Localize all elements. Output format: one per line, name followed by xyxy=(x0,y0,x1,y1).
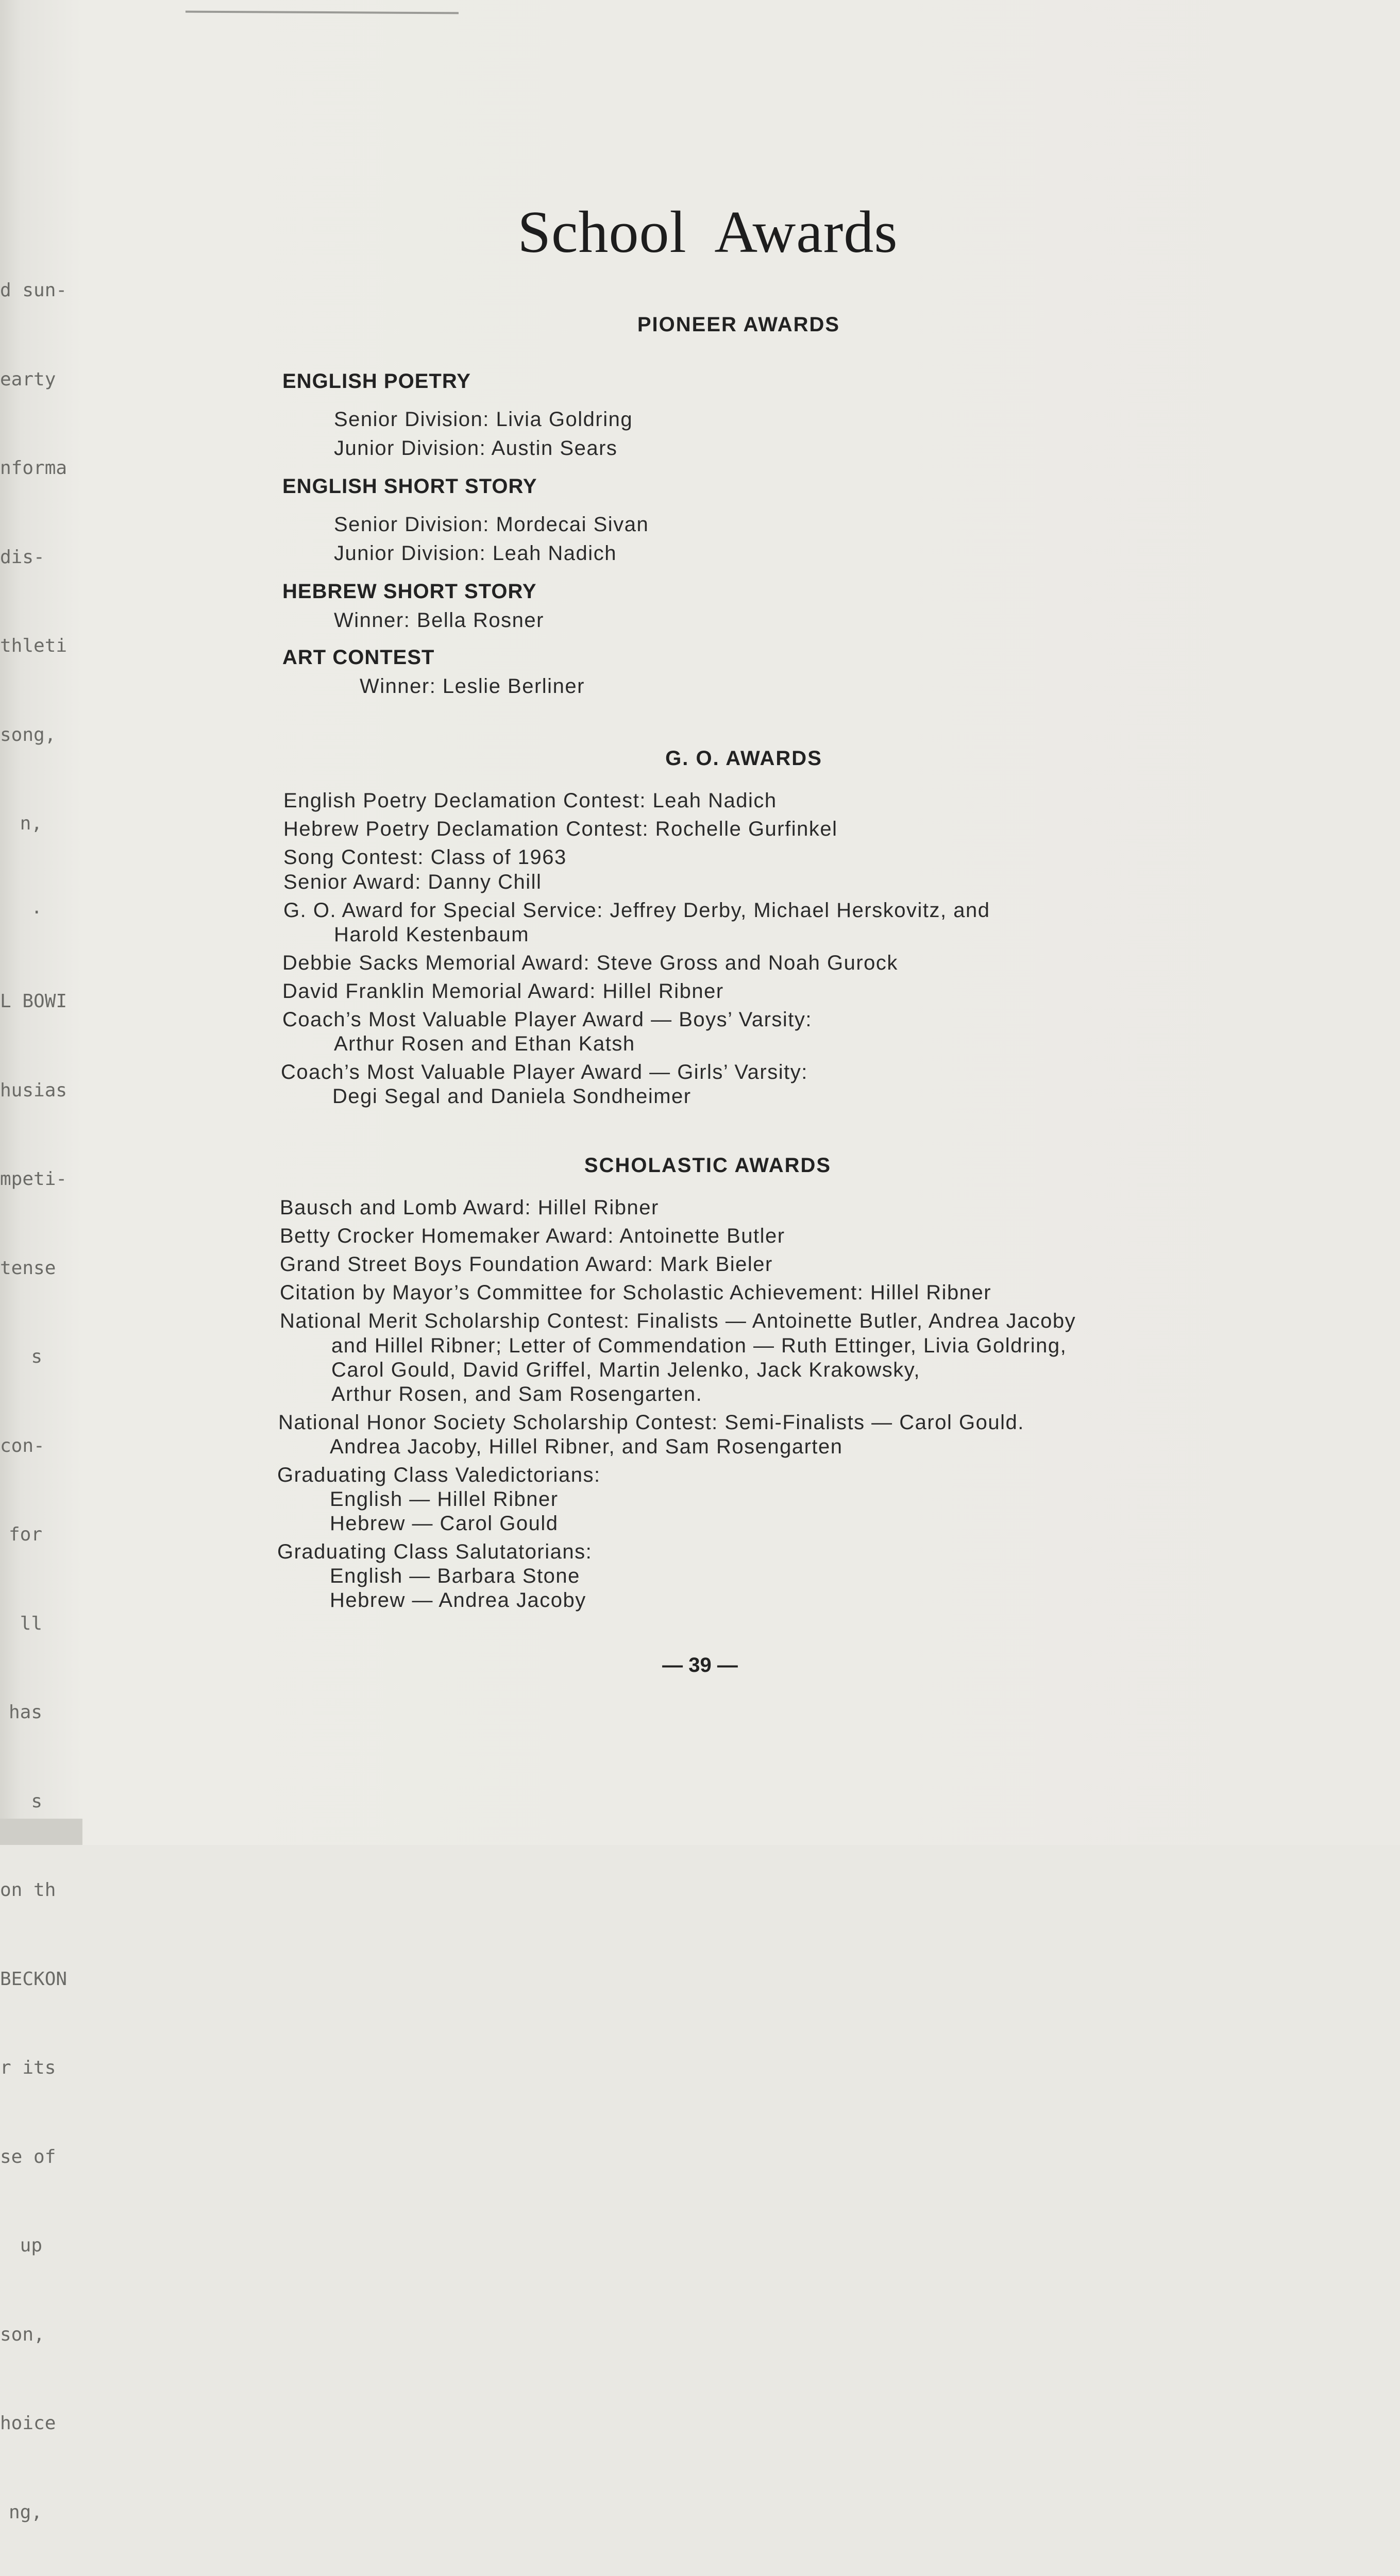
pioneer-awards-heading: PIONEER AWARDS xyxy=(637,313,840,336)
award-line: English Poetry Declamation Contest: Leah Nadich xyxy=(283,789,777,812)
award-entry: Junior Division: Austin Sears xyxy=(334,437,618,460)
award-line: Grand Street Boys Foundation Award: Mark Bieler xyxy=(280,1253,773,1276)
award-line: Coach’s Most Valuable Player Award — Girls’ Varsity: xyxy=(281,1061,808,1083)
award-line-continued: Hebrew — Andrea Jacoby xyxy=(330,1589,586,1612)
award-line: National Honor Society Scholarship Contest: Semi-Finalists — Carol Gould. xyxy=(278,1411,1024,1434)
category-english-short-story: ENGLISH SHORT STORY xyxy=(282,475,537,498)
page-number: — 39 — xyxy=(662,1654,738,1676)
award-line-continued: English — Barbara Stone xyxy=(330,1565,580,1587)
fragment-line: ng, xyxy=(8,2501,42,2523)
fragment-line: earty xyxy=(0,368,56,390)
fragment-line: up xyxy=(20,2235,42,2256)
award-line: Song Contest: Class of 1963 xyxy=(283,846,567,869)
fragment-line: con- xyxy=(0,1435,45,1456)
fragment-line: · xyxy=(31,902,42,923)
fragment-line: tense xyxy=(0,1257,56,1279)
award-line-continued: Hebrew — Carol Gould xyxy=(330,1512,559,1535)
fragment-line: mpeti- xyxy=(0,1168,68,1190)
top-rule xyxy=(185,11,459,14)
award-entry: Winner: Leslie Berliner xyxy=(360,675,585,698)
award-line: Senior Award: Danny Chill xyxy=(283,871,542,893)
fragment-line: L BOWI xyxy=(0,991,68,1012)
award-line: Citation by Mayor’s Committee for Scholastic Achievement: Hillel Ribner xyxy=(280,1281,992,1304)
fragment-line: dis- xyxy=(0,546,45,568)
fragment-line: d sun- xyxy=(0,280,68,301)
award-line: David Franklin Memorial Award: Hillel Ribner xyxy=(282,980,724,1003)
fragment-line: s xyxy=(31,1790,42,1812)
fragment-line: n, xyxy=(20,813,42,834)
fragment-line: ll xyxy=(20,1613,42,1634)
award-line-continued: Arthur Rosen, and Sam Rosengarten. xyxy=(331,1383,703,1405)
scholastic-awards-heading: SCHOLASTIC AWARDS xyxy=(584,1154,832,1177)
fragment-line: on th xyxy=(0,1879,56,1901)
fragment-line: nforma xyxy=(0,457,68,479)
award-entry: Junior Division: Leah Nadich xyxy=(334,542,617,565)
previous-page-fragment xyxy=(0,216,68,2523)
fragment-line: for xyxy=(8,1524,42,1545)
award-line: Bausch and Lomb Award: Hillel Ribner xyxy=(280,1196,659,1219)
category-english-poetry: ENGLISH POETRY xyxy=(282,370,471,393)
award-line-continued: Harold Kestenbaum xyxy=(334,923,530,946)
award-line: Betty Crocker Homemaker Award: Antoinette Butler xyxy=(280,1225,785,1247)
award-entry: Senior Division: Livia Goldring xyxy=(334,408,633,431)
award-entry: Winner: Bella Rosner xyxy=(334,609,544,632)
award-line: Graduating Class Valedictorians: xyxy=(277,1464,601,1486)
award-line: Graduating Class Salutatorians: xyxy=(277,1540,593,1563)
fragment-line: has xyxy=(8,1702,42,1723)
page-title: School Awards xyxy=(517,199,898,265)
award-line-continued: Degi Segal and Daniela Sondheimer xyxy=(332,1085,691,1108)
go-awards-heading: G. O. AWARDS xyxy=(665,747,822,770)
award-line: Hebrew Poetry Declamation Contest: Rochelle Gurfinkel xyxy=(283,818,838,840)
fragment-line: s xyxy=(31,1346,42,1367)
fragment-line: BECKON xyxy=(0,1968,68,1990)
award-line: National Merit Scholarship Contest: Finalists — Antoinette Butler, Andrea Jacoby xyxy=(280,1310,1076,1332)
award-line-continued: Carol Gould, David Griffel, Martin Jelenko, Jack Krakowsky, xyxy=(331,1359,920,1381)
fragment-line: se of xyxy=(0,2146,56,2167)
fragment-line: r its xyxy=(0,2057,56,2078)
category-art-contest: ART CONTEST xyxy=(282,646,435,669)
fragment-line: thleti xyxy=(0,635,68,656)
award-entry: Senior Division: Mordecai Sivan xyxy=(334,513,649,536)
fragment-line: hoice xyxy=(0,2413,56,2434)
award-line-continued: English — Hillel Ribner xyxy=(330,1488,559,1511)
award-line: G. O. Award for Special Service: Jeffrey Derby, Michael Herskovitz, and xyxy=(283,899,990,922)
award-line: Debbie Sacks Memorial Award: Steve Gross and Noah Gurock xyxy=(282,952,898,974)
category-hebrew-short-story: HEBREW SHORT STORY xyxy=(282,580,537,603)
fragment-line: husias xyxy=(0,1079,68,1101)
award-line-continued: and Hillel Ribner; Letter of Commendation — Ruth Ettinger, Livia Goldring, xyxy=(331,1334,1067,1357)
fragment-line: son, xyxy=(0,2324,45,2345)
award-line: Coach’s Most Valuable Player Award — Boys’ Varsity: xyxy=(282,1008,813,1031)
award-line-continued: Andrea Jacoby, Hillel Ribner, and Sam Rosengarten xyxy=(330,1435,843,1458)
fragment-line: song, xyxy=(0,724,56,745)
award-line-continued: Arthur Rosen and Ethan Katsh xyxy=(334,1032,635,1055)
